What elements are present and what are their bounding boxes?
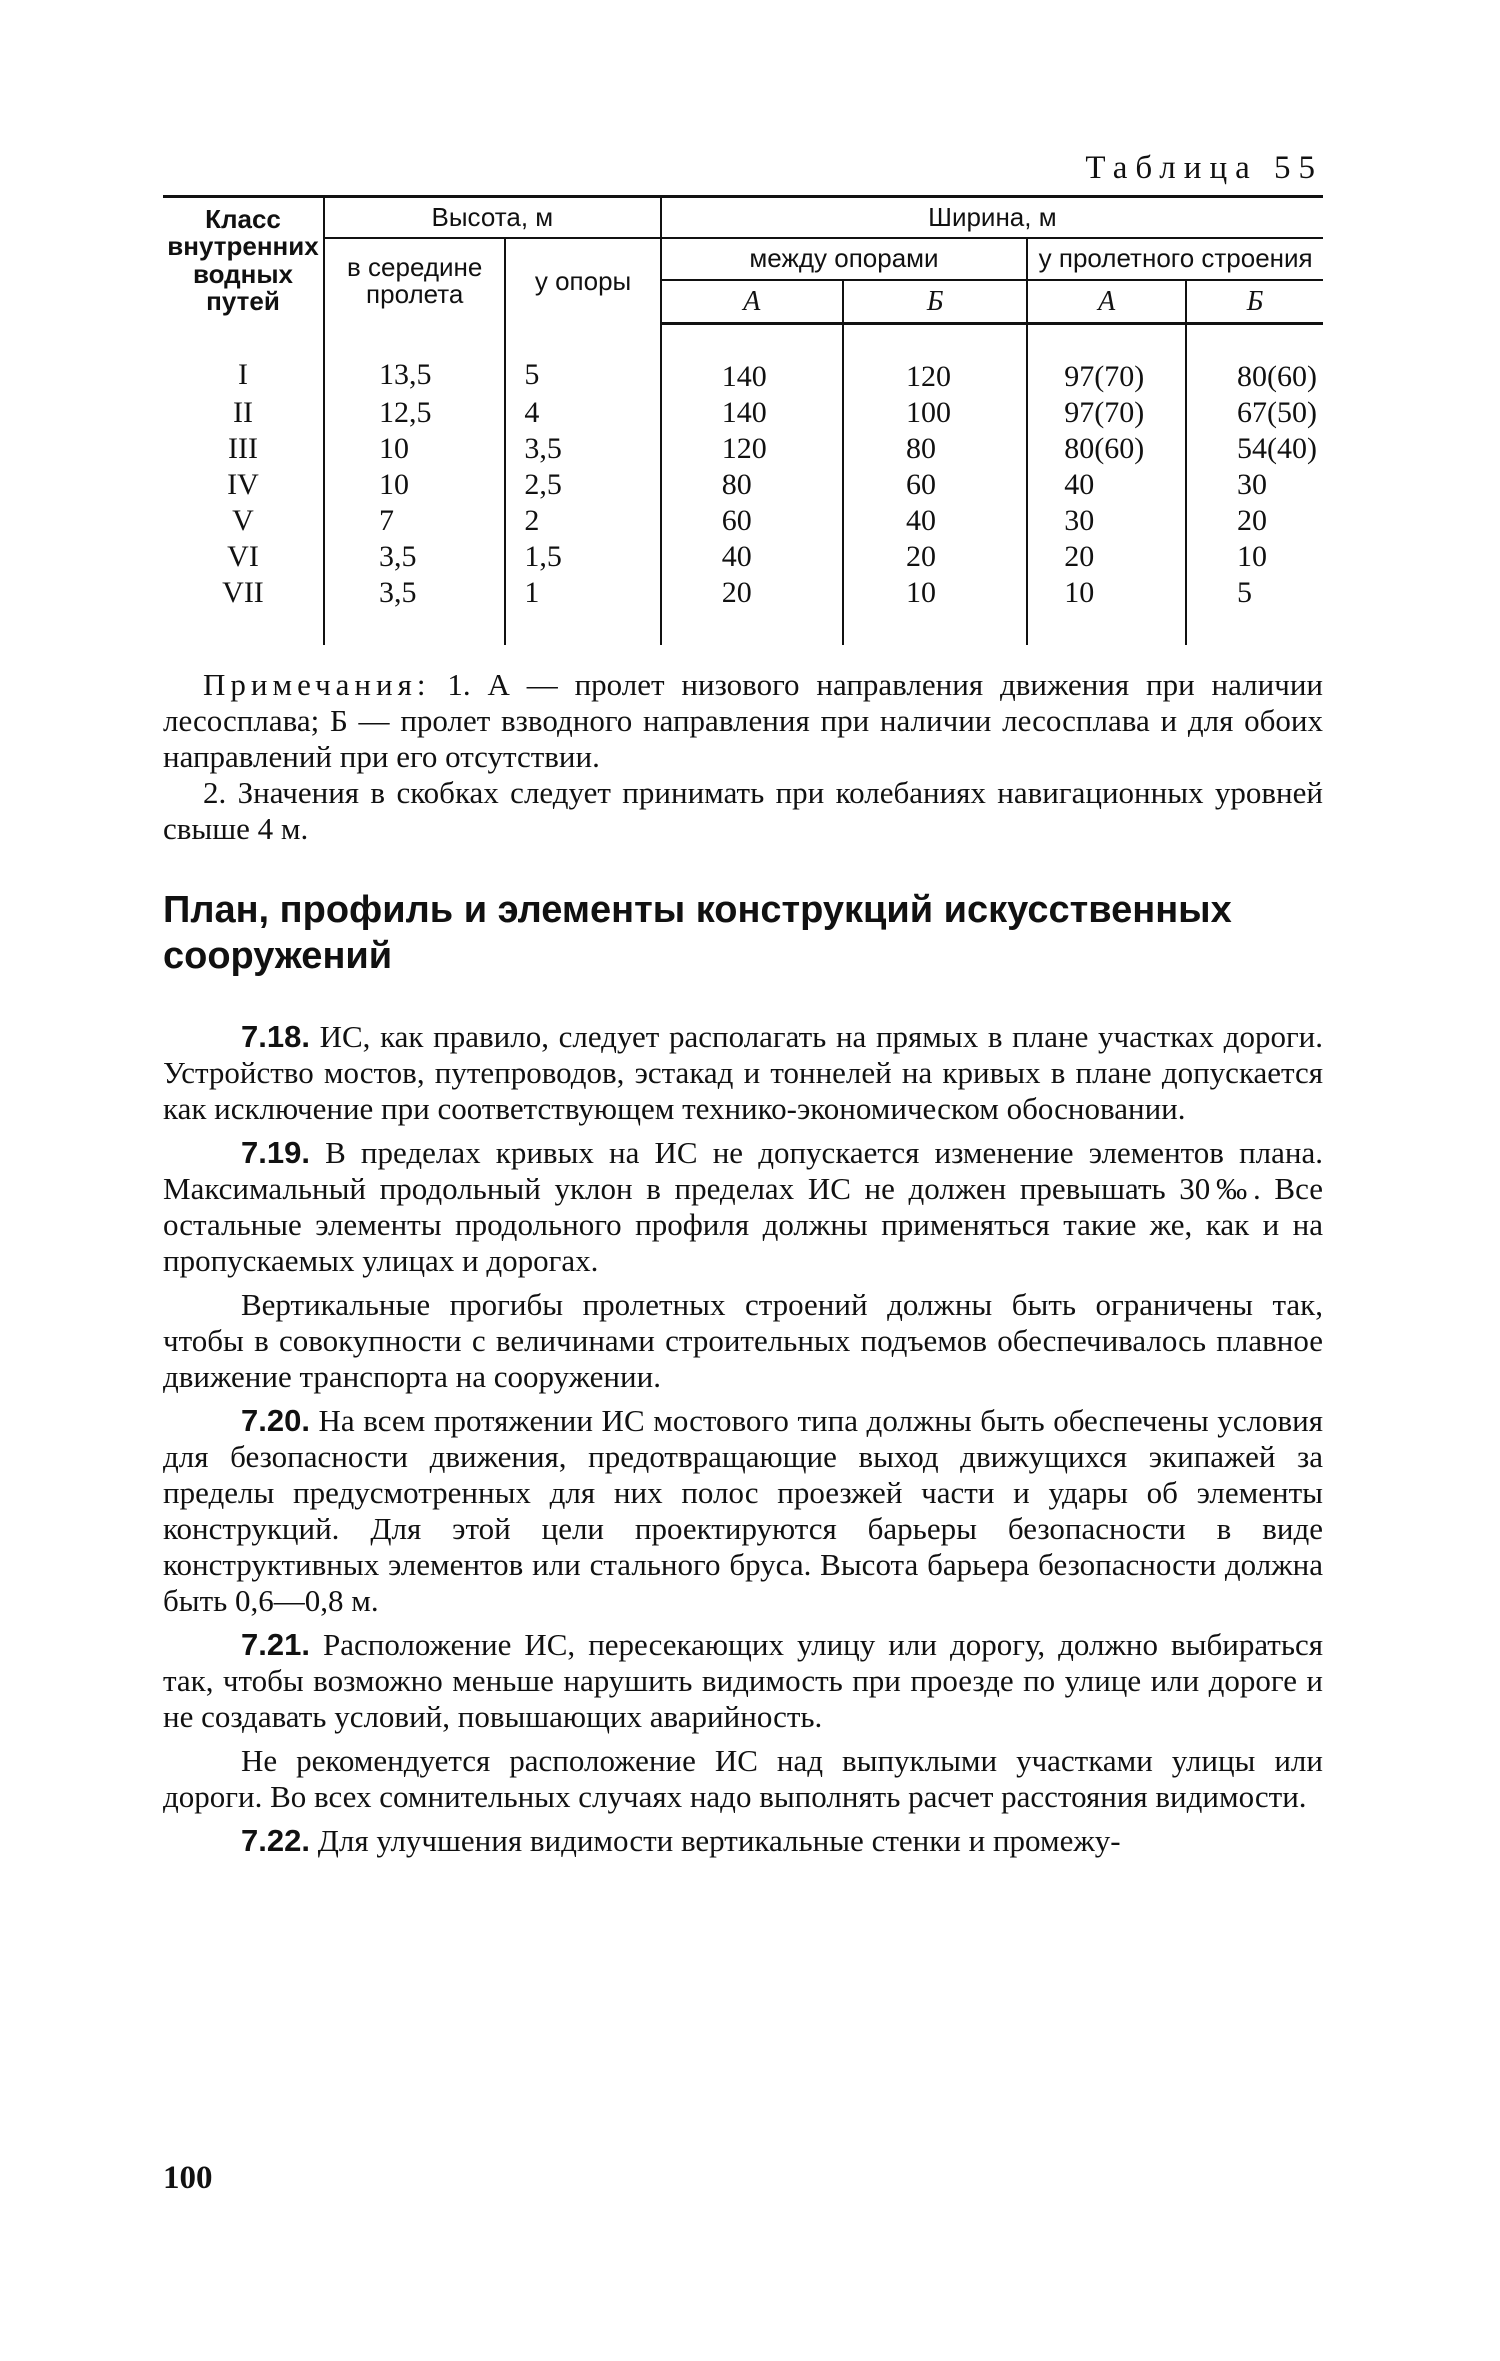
note-1 <box>163 667 1323 775</box>
cell-between-a: 40 <box>661 539 843 575</box>
cell-height-mid: 13,5 <box>324 323 505 395</box>
body-text <box>163 1019 1323 1859</box>
cell-between-b: 80 <box>843 431 1027 467</box>
cell-height-mid: 10 <box>324 431 505 467</box>
header-height-mid: в середине пролета <box>324 238 505 323</box>
cell-between-a: 140 <box>661 323 843 395</box>
cell-span-a: 40 <box>1027 467 1186 503</box>
cell-class: V <box>232 503 254 537</box>
cell-span-b: 5 <box>1186 575 1323 645</box>
paragraph-7-21-cont <box>163 1743 1323 1815</box>
cell-class: II <box>233 395 253 429</box>
table-notes <box>163 667 1323 847</box>
cell-span-a: 30 <box>1027 503 1186 539</box>
cell-span-b: 67(50) <box>1186 395 1323 431</box>
header-width-span: у пролетного строения <box>1027 238 1323 279</box>
header-span-a: А <box>1027 280 1186 324</box>
paragraph-text: На всем протяжении ИС мостового типа должны быть обеспечены условия для безопасности движения, предотвращающие выход движущихся экипажей за пределы предусмотренных для них полос проезжей части и удары об элементы конструкций. Для этой цели проектируются барьеры безопасности в виде конструктивных элементов или стального бруса. Высота барьера безопасности должна быть 0,6—0,8 м. <box>163 1402 1323 1618</box>
cell-between-a: 120 <box>661 431 843 467</box>
paragraph-number: 7.22. <box>241 1822 310 1858</box>
cell-height-mid: 10 <box>324 467 505 503</box>
cell-span-a: 80(60) <box>1027 431 1186 467</box>
cell-height-mid: 3,5 <box>324 539 505 575</box>
table-row <box>163 575 1323 645</box>
table-row <box>163 467 1323 503</box>
paragraph-number: 7.20. <box>241 1402 310 1438</box>
paragraph-7-19 <box>163 1135 1323 1279</box>
paragraph-text: Для улучшения видимости вертикальные стенки и промежу- <box>317 1822 1121 1858</box>
header-between-a: А <box>661 280 843 324</box>
header-height: Высота, м <box>324 197 661 239</box>
header-class: Класс внутренних водных путей <box>163 197 324 324</box>
cell-height-support: 1,5 <box>505 539 660 575</box>
page <box>163 150 1323 1867</box>
cell-between-a: 60 <box>661 503 843 539</box>
cell-between-a: 80 <box>661 467 843 503</box>
cell-span-b: 80(60) <box>1186 323 1323 395</box>
paragraph-7-21 <box>163 1627 1323 1735</box>
paragraph-number: 7.21. <box>241 1626 310 1662</box>
cell-between-a: 20 <box>661 575 843 645</box>
cell-height-support: 2,5 <box>505 467 660 503</box>
cell-height-support: 2 <box>505 503 660 539</box>
note-1-text: 1. А — пролет низового направления движения при наличии лесосплава; Б — пролет взводного направления при наличии лесосплава и для обоих направлений при его отсутствии. <box>163 666 1324 774</box>
notes-label: Примечания: <box>203 666 431 702</box>
cell-span-a: 20 <box>1027 539 1186 575</box>
table-row <box>163 431 1323 467</box>
table-caption: Таблица 55 <box>1085 150 1323 186</box>
table-row <box>163 539 1323 575</box>
cell-between-a: 140 <box>661 395 843 431</box>
cell-span-b: 20 <box>1186 503 1323 539</box>
cell-span-a: 10 <box>1027 575 1186 645</box>
table-row <box>163 503 1323 539</box>
table-row <box>163 323 1323 395</box>
paragraph-text: Не рекомендуется расположение ИС над выпуклыми участками улицы или дороги. Во всех сомнительных случаях надо выполнять расчет расстояния видимости. <box>163 1742 1323 1814</box>
cell-class: VII <box>222 575 264 609</box>
paragraph-text: Вертикальные прогибы пролетных строений должны быть ограничены так, чтобы в совокупности с величинами строительных подъемов обеспечивалось плавное движение транспорта на сооружении. <box>163 1286 1323 1394</box>
cell-class: VI <box>227 539 259 573</box>
cell-span-b: 30 <box>1186 467 1323 503</box>
note-2: 2. Значения в скобках следует принимать при колебаниях навигационных уровней свыше 4 м. <box>163 774 1323 846</box>
cell-span-b: 10 <box>1186 539 1323 575</box>
cell-between-b: 20 <box>843 539 1027 575</box>
paragraph-number: 7.18. <box>241 1018 310 1054</box>
cell-height-support: 3,5 <box>505 431 660 467</box>
cell-class: III <box>228 431 258 465</box>
header-width-between: между опорами <box>661 238 1028 279</box>
cell-class: IV <box>227 467 259 501</box>
cell-between-b: 10 <box>843 575 1027 645</box>
data-table <box>163 195 1323 645</box>
cell-between-b: 40 <box>843 503 1027 539</box>
header-height-support: у опоры <box>505 238 660 323</box>
table-row <box>163 395 1323 431</box>
cell-span-b: 54(40) <box>1186 431 1323 467</box>
paragraph-7-19-cont <box>163 1287 1323 1395</box>
cell-height-mid: 3,5 <box>324 575 505 645</box>
cell-between-b: 120 <box>843 323 1027 395</box>
section-title: План, профиль и элементы конструкций искусственных сооружений <box>163 888 1232 977</box>
cell-height-support: 1 <box>505 575 660 645</box>
cell-span-a: 97(70) <box>1027 395 1186 431</box>
paragraph-7-18 <box>163 1019 1323 1127</box>
paragraph-text: ИС, как правило, следует располагать на прямых в плане участках дороги. Устройство мостов, путепроводов, эстакад и тоннелей на кривых в плане допускается как исключение при соответствующем технико-экономическом обосновании. <box>163 1018 1323 1126</box>
header-between-b: Б <box>843 280 1027 324</box>
paragraph-7-20 <box>163 1403 1323 1619</box>
cell-span-a: 97(70) <box>1027 323 1186 395</box>
cell-height-mid: 12,5 <box>324 395 505 431</box>
paragraph-text: В пределах кривых на ИС не допускается изменение элементов плана. Максимальный продольный уклон в пределах ИС не должен превышать 30‰. Все остальные элементы продольного профиля должны применяться такие же, как и на пропускаемых улицах и дорогах. <box>163 1134 1323 1278</box>
header-span-b: Б <box>1186 280 1323 324</box>
cell-class: I <box>237 358 248 392</box>
paragraph-text: Расположение ИС, пересекающих улицу или дорогу, должно выбираться так, чтобы возможно меньше нарушить видимость при проезде по улице или дороге и не создавать условий, повышающих аварийность. <box>163 1626 1323 1734</box>
cell-height-support: 4 <box>505 395 660 431</box>
page-number: 100 <box>163 2160 213 2196</box>
cell-height-mid: 7 <box>324 503 505 539</box>
paragraph-7-22 <box>163 1823 1323 1859</box>
cell-height-support: 5 <box>505 323 660 395</box>
cell-between-b: 60 <box>843 467 1027 503</box>
cell-between-b: 100 <box>843 395 1027 431</box>
header-width: Ширина, м <box>661 197 1323 239</box>
paragraph-number: 7.19. <box>241 1134 310 1170</box>
